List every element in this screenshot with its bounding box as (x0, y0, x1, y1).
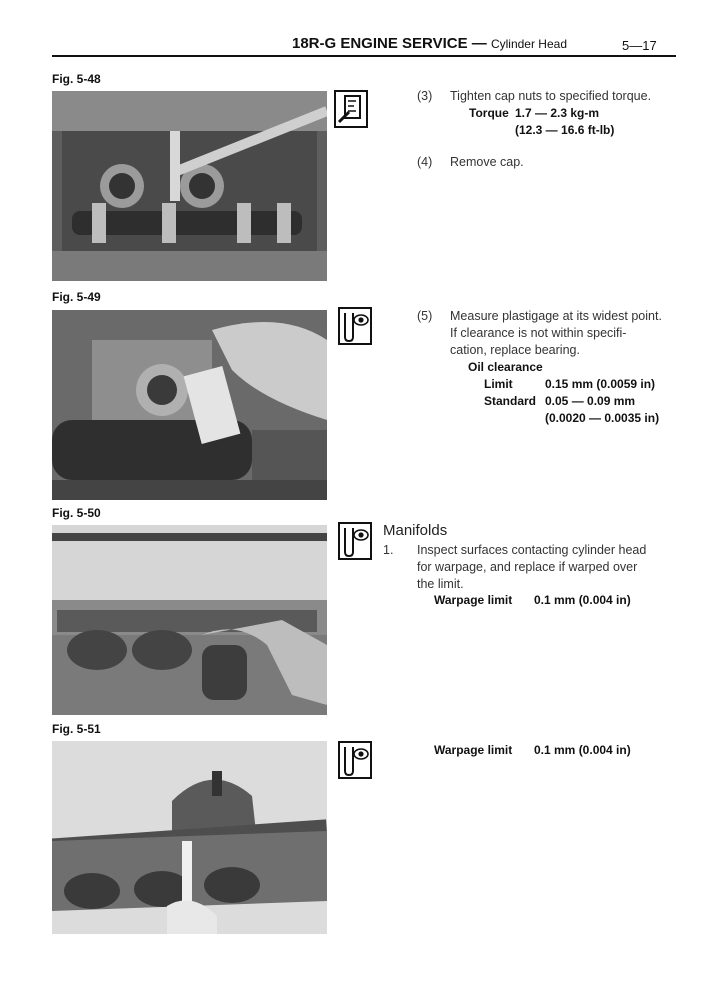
step-5-line-3: cation, replace bearing. (450, 343, 580, 357)
torque-value: 1.7 — 2.3 kg-m (515, 106, 600, 120)
standard-value: 0.05 — 0.09 mm (545, 394, 636, 408)
inspect-eye-icon (338, 741, 372, 779)
header-dash: — (471, 35, 487, 52)
manifolds-step-1-number: 1. (383, 543, 394, 557)
step-5-number: (5) (417, 309, 433, 323)
standard-value-imperial: (0.0020 — 0.0035 in) (545, 411, 660, 425)
manifolds-line-2: for warpage, and replace if warped over (417, 560, 638, 574)
manifolds-line-3: the limit. (417, 577, 464, 591)
standard-label: Standard (484, 394, 537, 408)
figure-photo-5-51 (52, 741, 327, 934)
warpage-limit-value: 0.1 mm (0.004 in) (534, 593, 631, 607)
header-rule (52, 55, 676, 57)
limit-value: 0.15 mm (0.0059 in) (545, 377, 656, 391)
step-4-number: (4) (417, 155, 433, 169)
torque-label: Torque (469, 106, 509, 120)
step-3-text: Tighten cap nuts to specified torque. (450, 89, 652, 103)
figure-photo-5-48 (52, 91, 327, 281)
header-subtitle: Cylinder Head (490, 37, 567, 51)
inspect-eye-icon (338, 522, 372, 560)
inspect-eye-icon (338, 307, 372, 345)
figure-label-5-51: Fig. 5-51 (52, 722, 101, 736)
limit-label: Limit (484, 377, 513, 391)
manifolds-heading: Manifolds (383, 522, 448, 539)
step-5-line-1: Measure plastigage at its widest point. (450, 309, 662, 323)
figure-photo-5-49 (52, 310, 327, 500)
figure-photo-5-50 (52, 525, 327, 715)
manifolds-line-1: Inspect surfaces contacting cylinder head (417, 543, 647, 557)
page-number: 5—17 (622, 38, 657, 53)
step-5-line-2: If clearance is not within specifi- (450, 326, 627, 340)
step-4-text: Remove cap. (450, 155, 524, 169)
header-title-text: 18R-G ENGINE SERVICE (292, 35, 468, 52)
torque-wrench-icon (334, 90, 368, 128)
oil-clearance-heading: Oil clearance (468, 360, 543, 374)
figure-label-5-48: Fig. 5-48 (52, 72, 101, 86)
torque-value-imperial: (12.3 — 16.6 ft-lb) (515, 123, 615, 137)
fig-5-51-warpage-value: 0.1 mm (0.004 in) (534, 743, 631, 757)
figure-label-5-49: Fig. 5-49 (52, 290, 101, 304)
page-title (292, 35, 567, 52)
figure-label-5-50: Fig. 5-50 (52, 506, 101, 520)
warpage-limit-label: Warpage limit (434, 593, 513, 607)
fig-5-51-warpage-label: Warpage limit (434, 743, 513, 757)
step-3-number: (3) (417, 89, 433, 103)
